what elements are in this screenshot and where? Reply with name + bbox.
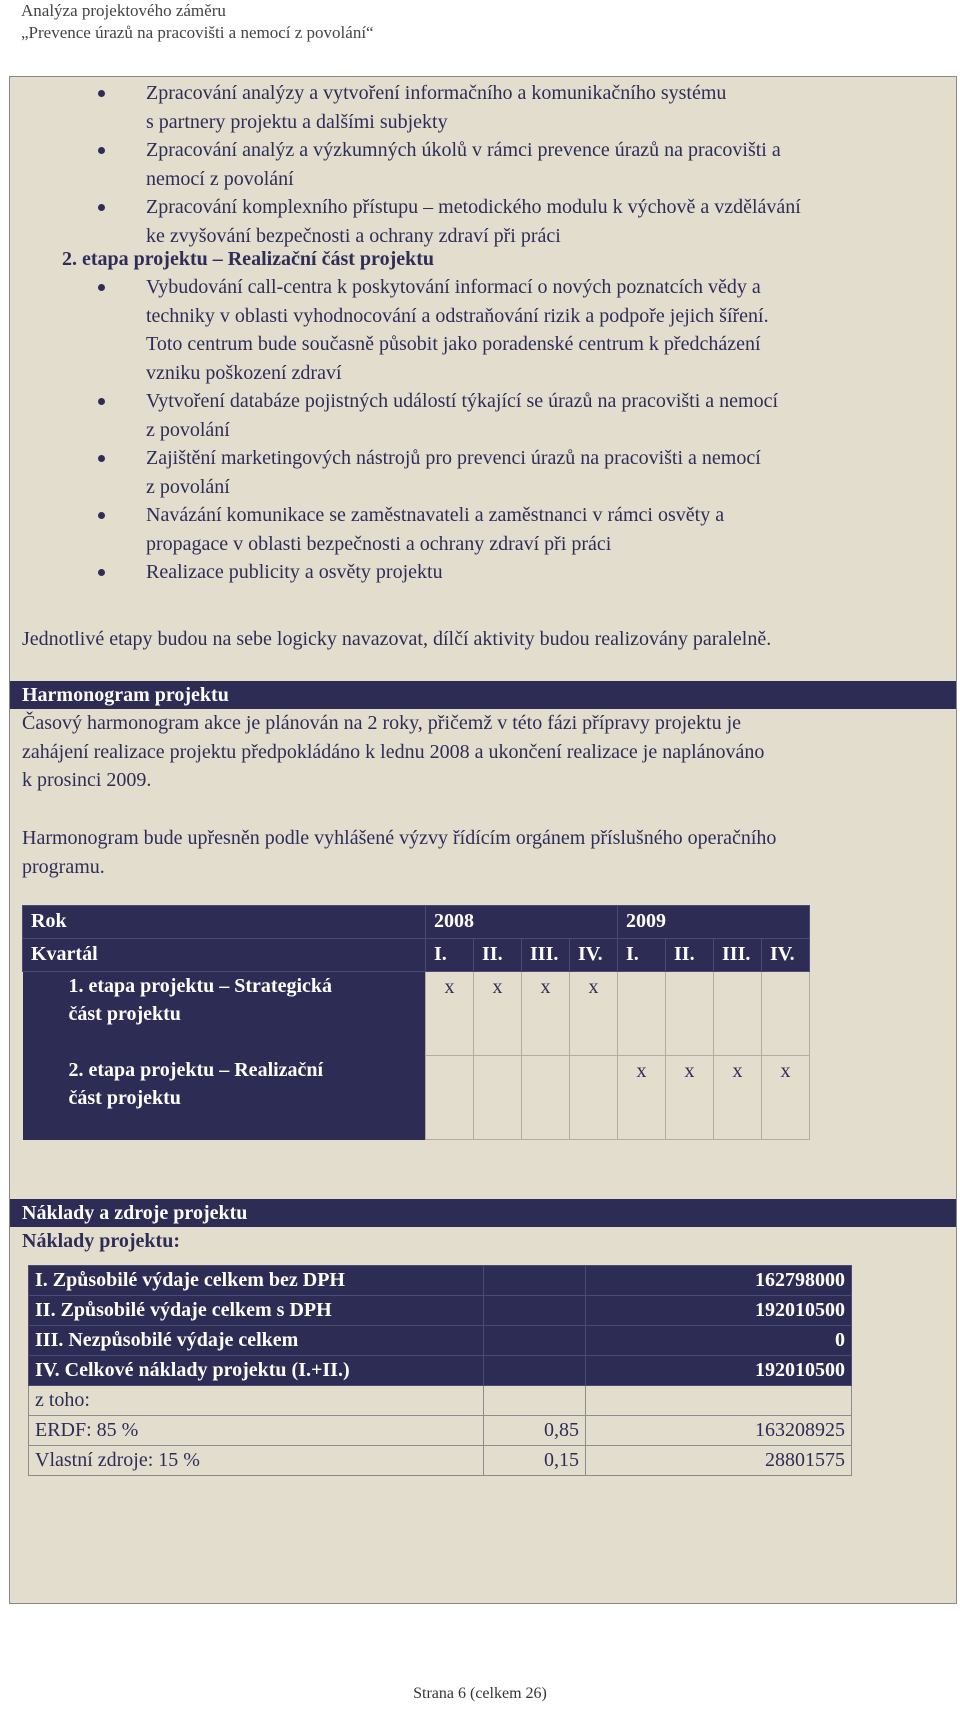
bullet-item [98, 444, 778, 501]
schedule-row-label-line: část projektu [68, 1086, 181, 1109]
cost-ratio [484, 1296, 586, 1326]
schedule-mark [522, 1056, 570, 1140]
bullet-line: z povolání [146, 475, 230, 498]
schedule-table [22, 905, 810, 1140]
schedule-mark: x [426, 972, 474, 1056]
stage2-title: 2. etapa projektu – Realizační část projektu [62, 248, 435, 270]
schedule-mark [570, 1056, 618, 1140]
costs-table [28, 1265, 852, 1476]
schedule-mark: x [666, 1056, 714, 1140]
bullet-line: Zpracování analýz a výzkumných úkolů v rámci prevence úrazů na pracovišti a [146, 139, 781, 161]
bullet-line: s partnery projektu a dalšími subjekty [146, 110, 448, 133]
schedule-mark [426, 1056, 474, 1140]
cost-amount [586, 1386, 852, 1416]
schedule-mark: x [618, 1056, 666, 1140]
cost-label: z toho: [29, 1386, 484, 1416]
schedule-mark [474, 1056, 522, 1140]
bullet-item [98, 79, 801, 136]
schedule-year-row [23, 906, 810, 939]
schedule-row-stage2 [23, 1056, 810, 1140]
bullet-item [98, 273, 778, 387]
bullet-dot-icon [98, 204, 105, 211]
cost-amount: 192010500 [586, 1296, 852, 1326]
bullet-item [98, 136, 801, 193]
costs-subheading: Náklady projektu: [22, 1230, 180, 1252]
bullet-item [98, 193, 801, 250]
harmonogram-para-2 [22, 824, 776, 881]
bullet-line: techniky v oblasti vyhodnocování a odstraňování rizik a podpoře jejich šíření. [146, 304, 769, 327]
bullet-line: z povolání [146, 418, 230, 441]
cost-label: II. Způsobilé výdaje celkem s DPH [29, 1296, 484, 1326]
cost-amount: 162798000 [586, 1266, 852, 1296]
schedule-mark [762, 972, 810, 1056]
quarter-cell: I. [618, 939, 666, 972]
stage1-bullet-list [98, 79, 801, 250]
cost-amount: 192010500 [586, 1356, 852, 1386]
bullet-dot-icon [98, 398, 105, 405]
bullet-line: Zpracování analýzy a vytvoření informačního a komunikačního systému [146, 82, 727, 104]
bullet-item [98, 501, 778, 558]
harmonogram-para-2-line: programu. [22, 855, 105, 878]
bullet-dot-icon [98, 569, 105, 576]
cost-amount: 163208925 [586, 1416, 852, 1446]
cost-row [29, 1446, 852, 1476]
schedule-mark: x [714, 1056, 762, 1140]
bullet-item [98, 387, 778, 444]
harmonogram-para-2-line: Harmonogram bude upřesněn podle vyhlášené výzvy řídícím orgánem příslušného operačního [22, 827, 777, 849]
running-header [21, 0, 374, 44]
content-frame [9, 76, 957, 1604]
bullet-dot-icon [98, 512, 105, 519]
harmonogram-para-1-line: k prosinci 2009. [22, 769, 152, 791]
bullet-line: ke zvyšování bezpečnosti a ochrany zdraví při práci [146, 224, 561, 247]
bullet-line: nemocí z povolání [146, 167, 294, 190]
harmonogram-para-1-line: zahájení realizace projektu předpokládáno k lednu 2008 a ukončení realizace je naplánováno [22, 740, 765, 763]
bullet-line: Vytvoření databáze pojistných událostí týkající se úrazů na pracovišti a nemocí [146, 390, 779, 412]
cost-ratio: 0,85 [484, 1416, 586, 1446]
quarter-cell: II. [474, 939, 522, 972]
cost-ratio [484, 1326, 586, 1356]
schedule-mark [666, 972, 714, 1056]
cost-label: III. Nezpůsobilé výdaje celkem [29, 1326, 484, 1356]
schedule-quarter-row [23, 939, 810, 972]
cost-label: I. Způsobilé výdaje celkem bez DPH [29, 1266, 484, 1296]
cost-ratio [484, 1266, 586, 1296]
harmonogram-para-1 [22, 709, 764, 795]
schedule-mark [618, 972, 666, 1056]
quarter-cell: IV. [762, 939, 810, 972]
page-footer: Strana 6 (celkem 26) [413, 1685, 547, 1702]
quarter-cell: I. [426, 939, 474, 972]
bullet-line: Vybudování call-centra k poskytování informací o nových poznatcích vědy a [146, 276, 761, 298]
schedule-mark: x [522, 972, 570, 1056]
bullet-line: Zajištění marketingových nástrojů pro prevenci úrazů na pracovišti a nemocí [146, 447, 761, 469]
quarter-cell: IV. [570, 939, 618, 972]
bullet-line: vzniku poškození zdraví [146, 361, 342, 384]
bullet-line: Zpracování komplexního přístupu – metodického modulu k výchově a vzdělávání [146, 196, 801, 218]
bullet-line: Toto centrum bude současně působit jako poradenské centrum k předcházení [146, 333, 761, 355]
bullet-item [98, 558, 778, 587]
schedule-row-label-line: část projektu [68, 1003, 181, 1025]
header-line-2: „Prevence úrazů na pracovišti a nemocí z povolání“ [21, 23, 374, 42]
cost-amount: 28801575 [586, 1446, 852, 1476]
bullet-dot-icon [98, 147, 105, 154]
kvartal-label: Kvartál [23, 939, 426, 972]
quarter-cell: III. [522, 939, 570, 972]
schedule-row-label [23, 972, 426, 1056]
schedule-mark: x [762, 1056, 810, 1140]
costs-heading: Náklady a zdroje projektu [10, 1199, 956, 1227]
cost-ratio [484, 1356, 586, 1386]
cost-ratio: 0,15 [484, 1446, 586, 1476]
cost-label: ERDF: 85 % [29, 1416, 484, 1446]
cost-label: Vlastní zdroje: 15 % [29, 1446, 484, 1476]
harmonogram-para-1-line: Časový harmonogram akce je plánován na 2 roky, přičemž v této fázi přípravy projektu je [22, 712, 742, 734]
header-line-1: Analýza projektového záměru [21, 1, 226, 20]
harmonogram-heading: Harmonogram projektu [10, 681, 956, 709]
rok-label: Rok [23, 906, 426, 939]
cost-row [29, 1296, 852, 1326]
bullet-dot-icon [98, 284, 105, 291]
schedule-row-stage1 [23, 972, 810, 1056]
continuity-text: Jednotlivé etapy budou na sebe logicky navazovat, dílčí aktivity budou realizovány paralelně. [22, 628, 772, 650]
cost-label: IV. Celkové náklady projektu (I.+II.) [29, 1356, 484, 1386]
cost-row [29, 1266, 852, 1296]
year-2009: 2009 [618, 906, 810, 939]
bullet-dot-icon [98, 455, 105, 462]
schedule-mark: x [474, 972, 522, 1056]
cost-row [29, 1326, 852, 1356]
cost-row [29, 1356, 852, 1386]
year-2008: 2008 [426, 906, 618, 939]
schedule-row-label [23, 1056, 426, 1140]
bullet-line: Navázání komunikace se zaměstnavateli a zaměstnanci v rámci osvěty a [146, 504, 725, 526]
bullet-line: Realizace publicity a osvěty projektu [146, 561, 443, 583]
cost-row [29, 1416, 852, 1446]
quarter-cell: II. [666, 939, 714, 972]
bullet-line: propagace v oblasti bezpečnosti a ochrany zdraví při práci [146, 532, 612, 555]
schedule-row-label-line: 1. etapa projektu – Strategická [68, 975, 332, 997]
cost-amount: 0 [586, 1326, 852, 1356]
schedule-mark: x [570, 972, 618, 1056]
schedule-mark [714, 972, 762, 1056]
quarter-cell: III. [714, 939, 762, 972]
schedule-row-label-line: 2. etapa projektu – Realizační [68, 1058, 324, 1081]
cost-row [29, 1386, 852, 1416]
bullet-dot-icon [98, 90, 105, 97]
cost-ratio [484, 1386, 586, 1416]
stage2-bullet-list [98, 273, 778, 587]
